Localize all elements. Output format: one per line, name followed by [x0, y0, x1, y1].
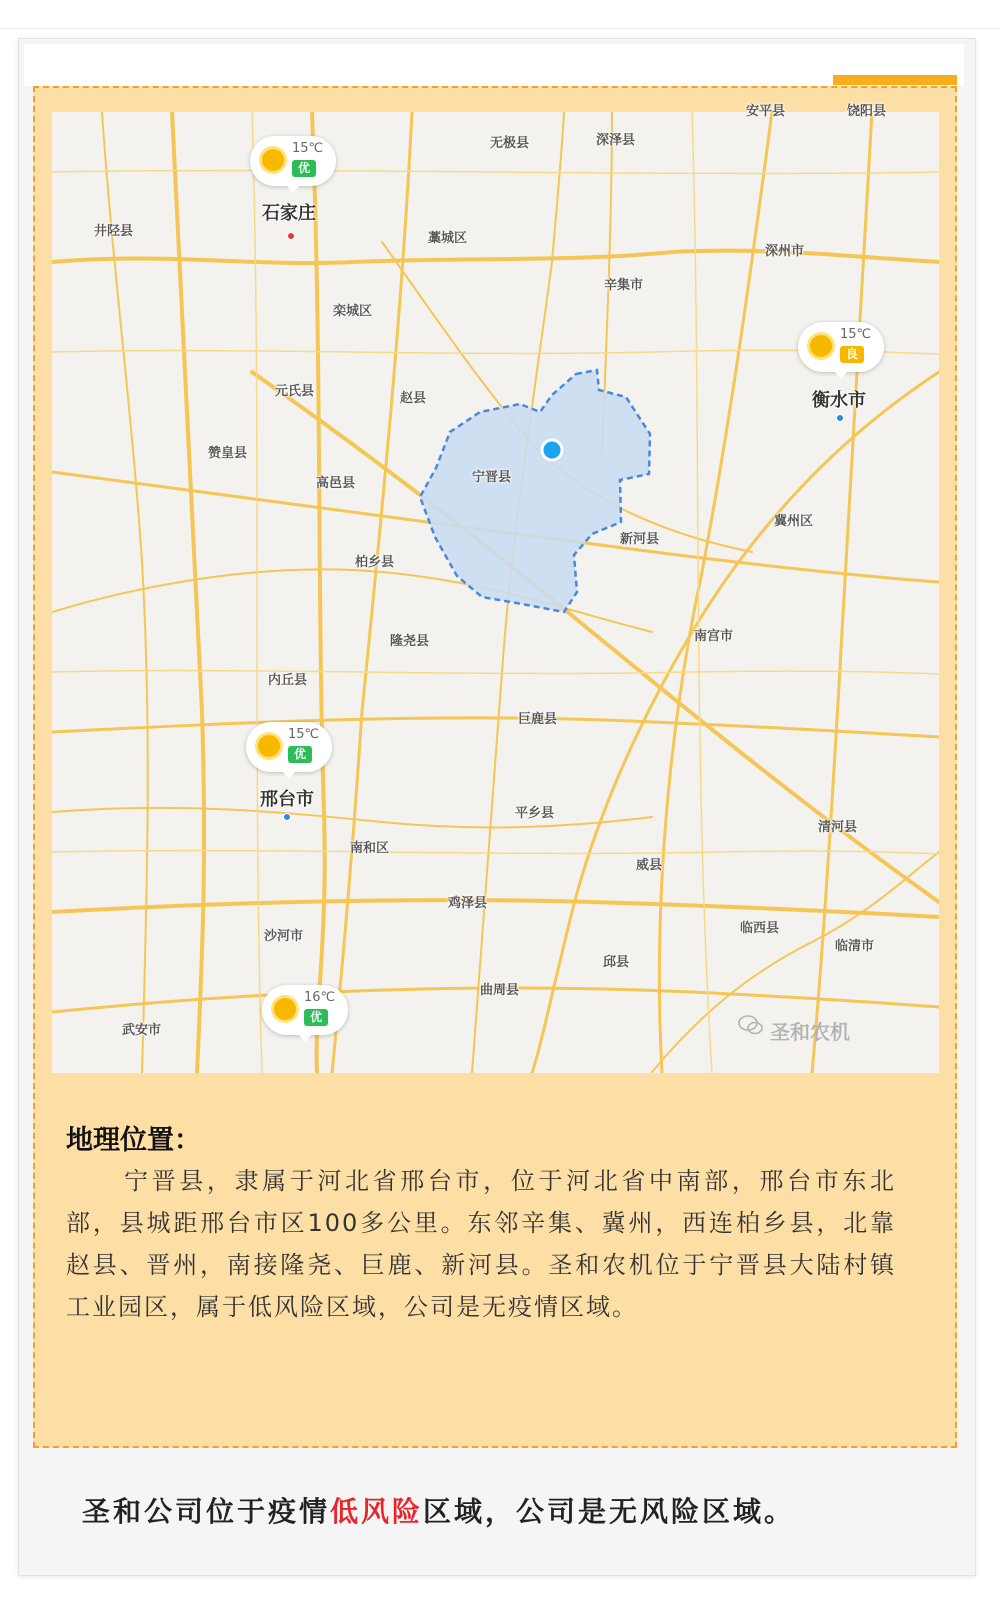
map-place-label: 安平县	[746, 104, 786, 119]
card-header-area	[24, 44, 964, 86]
map-place-label: 藁城区	[428, 231, 468, 246]
weather-badge[interactable]	[262, 985, 348, 1035]
map-place-label: 隆尧县	[390, 634, 430, 649]
footer-text-after: 区域，公司是无风险区域。	[423, 1495, 796, 1528]
weather-temperature: 15℃	[840, 327, 872, 342]
footer-highlight: 低风险	[330, 1495, 424, 1528]
city-marker-dot	[287, 232, 295, 240]
map-place-label: 临清市	[835, 939, 875, 954]
map-place-label: 衡水市	[812, 390, 866, 411]
weather-temperature: 16℃	[304, 990, 336, 1005]
weather-temperature: 15℃	[288, 727, 320, 742]
map-place-label: 南和区	[350, 841, 390, 856]
map-place-label: 饶阳县	[847, 104, 887, 119]
air-quality-badge: 优	[292, 160, 316, 177]
air-quality-badge: 良	[840, 346, 864, 363]
map-place-label: 高邑县	[316, 476, 356, 491]
map-place-label: 冀州区	[774, 514, 814, 529]
map-place-label: 沙河市	[264, 929, 304, 944]
sun-icon	[258, 735, 280, 757]
map-place-label: 深泽县	[596, 133, 636, 148]
city-marker-dot	[283, 813, 291, 821]
air-quality-badge: 优	[288, 746, 312, 763]
map-place-label: 巨鹿县	[518, 712, 558, 727]
weather-badge[interactable]	[250, 136, 336, 186]
map-place-label: 无极县	[490, 136, 530, 151]
map-place-label: 柏乡县	[355, 555, 395, 570]
top-strip	[0, 0, 1000, 29]
map-place-label: 元氏县	[275, 384, 315, 399]
map-place-label: 赵县	[400, 391, 427, 406]
map-place-label: 内丘县	[268, 673, 308, 688]
footer-text-before: 圣和公司位于疫情	[82, 1495, 331, 1528]
map-place-label: 赞皇县	[208, 446, 248, 461]
weather-badge[interactable]	[246, 722, 332, 772]
map-place-label: 邢台市	[260, 789, 314, 810]
map-place-label: 清河县	[818, 820, 858, 835]
map-roads	[52, 112, 939, 1073]
map-place-label: 新河县	[620, 532, 660, 547]
weather-badge[interactable]	[798, 322, 884, 372]
accent-tab	[833, 75, 957, 85]
map-place-label: 临西县	[740, 921, 780, 936]
map-place-label: 南宫市	[694, 629, 734, 644]
map-place-label: 宁晋县	[472, 470, 512, 485]
watermark: 圣和农机	[770, 1020, 850, 1044]
map-place-label: 井陉县	[94, 224, 134, 239]
air-quality-badge: 优	[304, 1009, 328, 1026]
map-place-label: 曲周县	[480, 983, 520, 998]
location-pin	[542, 440, 562, 460]
geo-title: 地理位置：	[66, 1125, 201, 1156]
city-marker-dot	[836, 414, 844, 422]
map-place-label: 邱县	[603, 955, 630, 970]
wechat-icon	[738, 1014, 764, 1036]
map-place-label: 鸡泽县	[448, 896, 488, 911]
sun-icon	[262, 149, 284, 171]
map-place-label: 威县	[636, 858, 663, 873]
map[interactable]	[52, 112, 939, 1073]
map-place-label: 辛集市	[604, 278, 644, 293]
map-place-label: 石家庄	[262, 203, 316, 224]
geo-body: 宁晋县，隶属于河北省邢台市，位于河北省中南部，邢台市东北部，县城距邢台市区100多公里。东邻辛集、冀州，西连柏乡县，北靠赵县、晋州，南接隆尧、巨鹿、新河县。圣和农机位于宁晋县大陆村镇工业园区，属于低风险区域，公司是无疫情区域。	[66, 1167, 896, 1321]
map-place-label: 深州市	[765, 244, 805, 259]
map-place-label: 平乡县	[515, 806, 555, 821]
weather-temperature: 15℃	[292, 141, 324, 156]
map-place-label: 栾城区	[333, 304, 373, 319]
sun-icon	[274, 998, 296, 1020]
ningjin-county-region	[420, 370, 650, 612]
footer-statement	[82, 1490, 795, 1530]
sun-icon	[810, 335, 832, 357]
map-place-label: 武安市	[122, 1023, 162, 1038]
